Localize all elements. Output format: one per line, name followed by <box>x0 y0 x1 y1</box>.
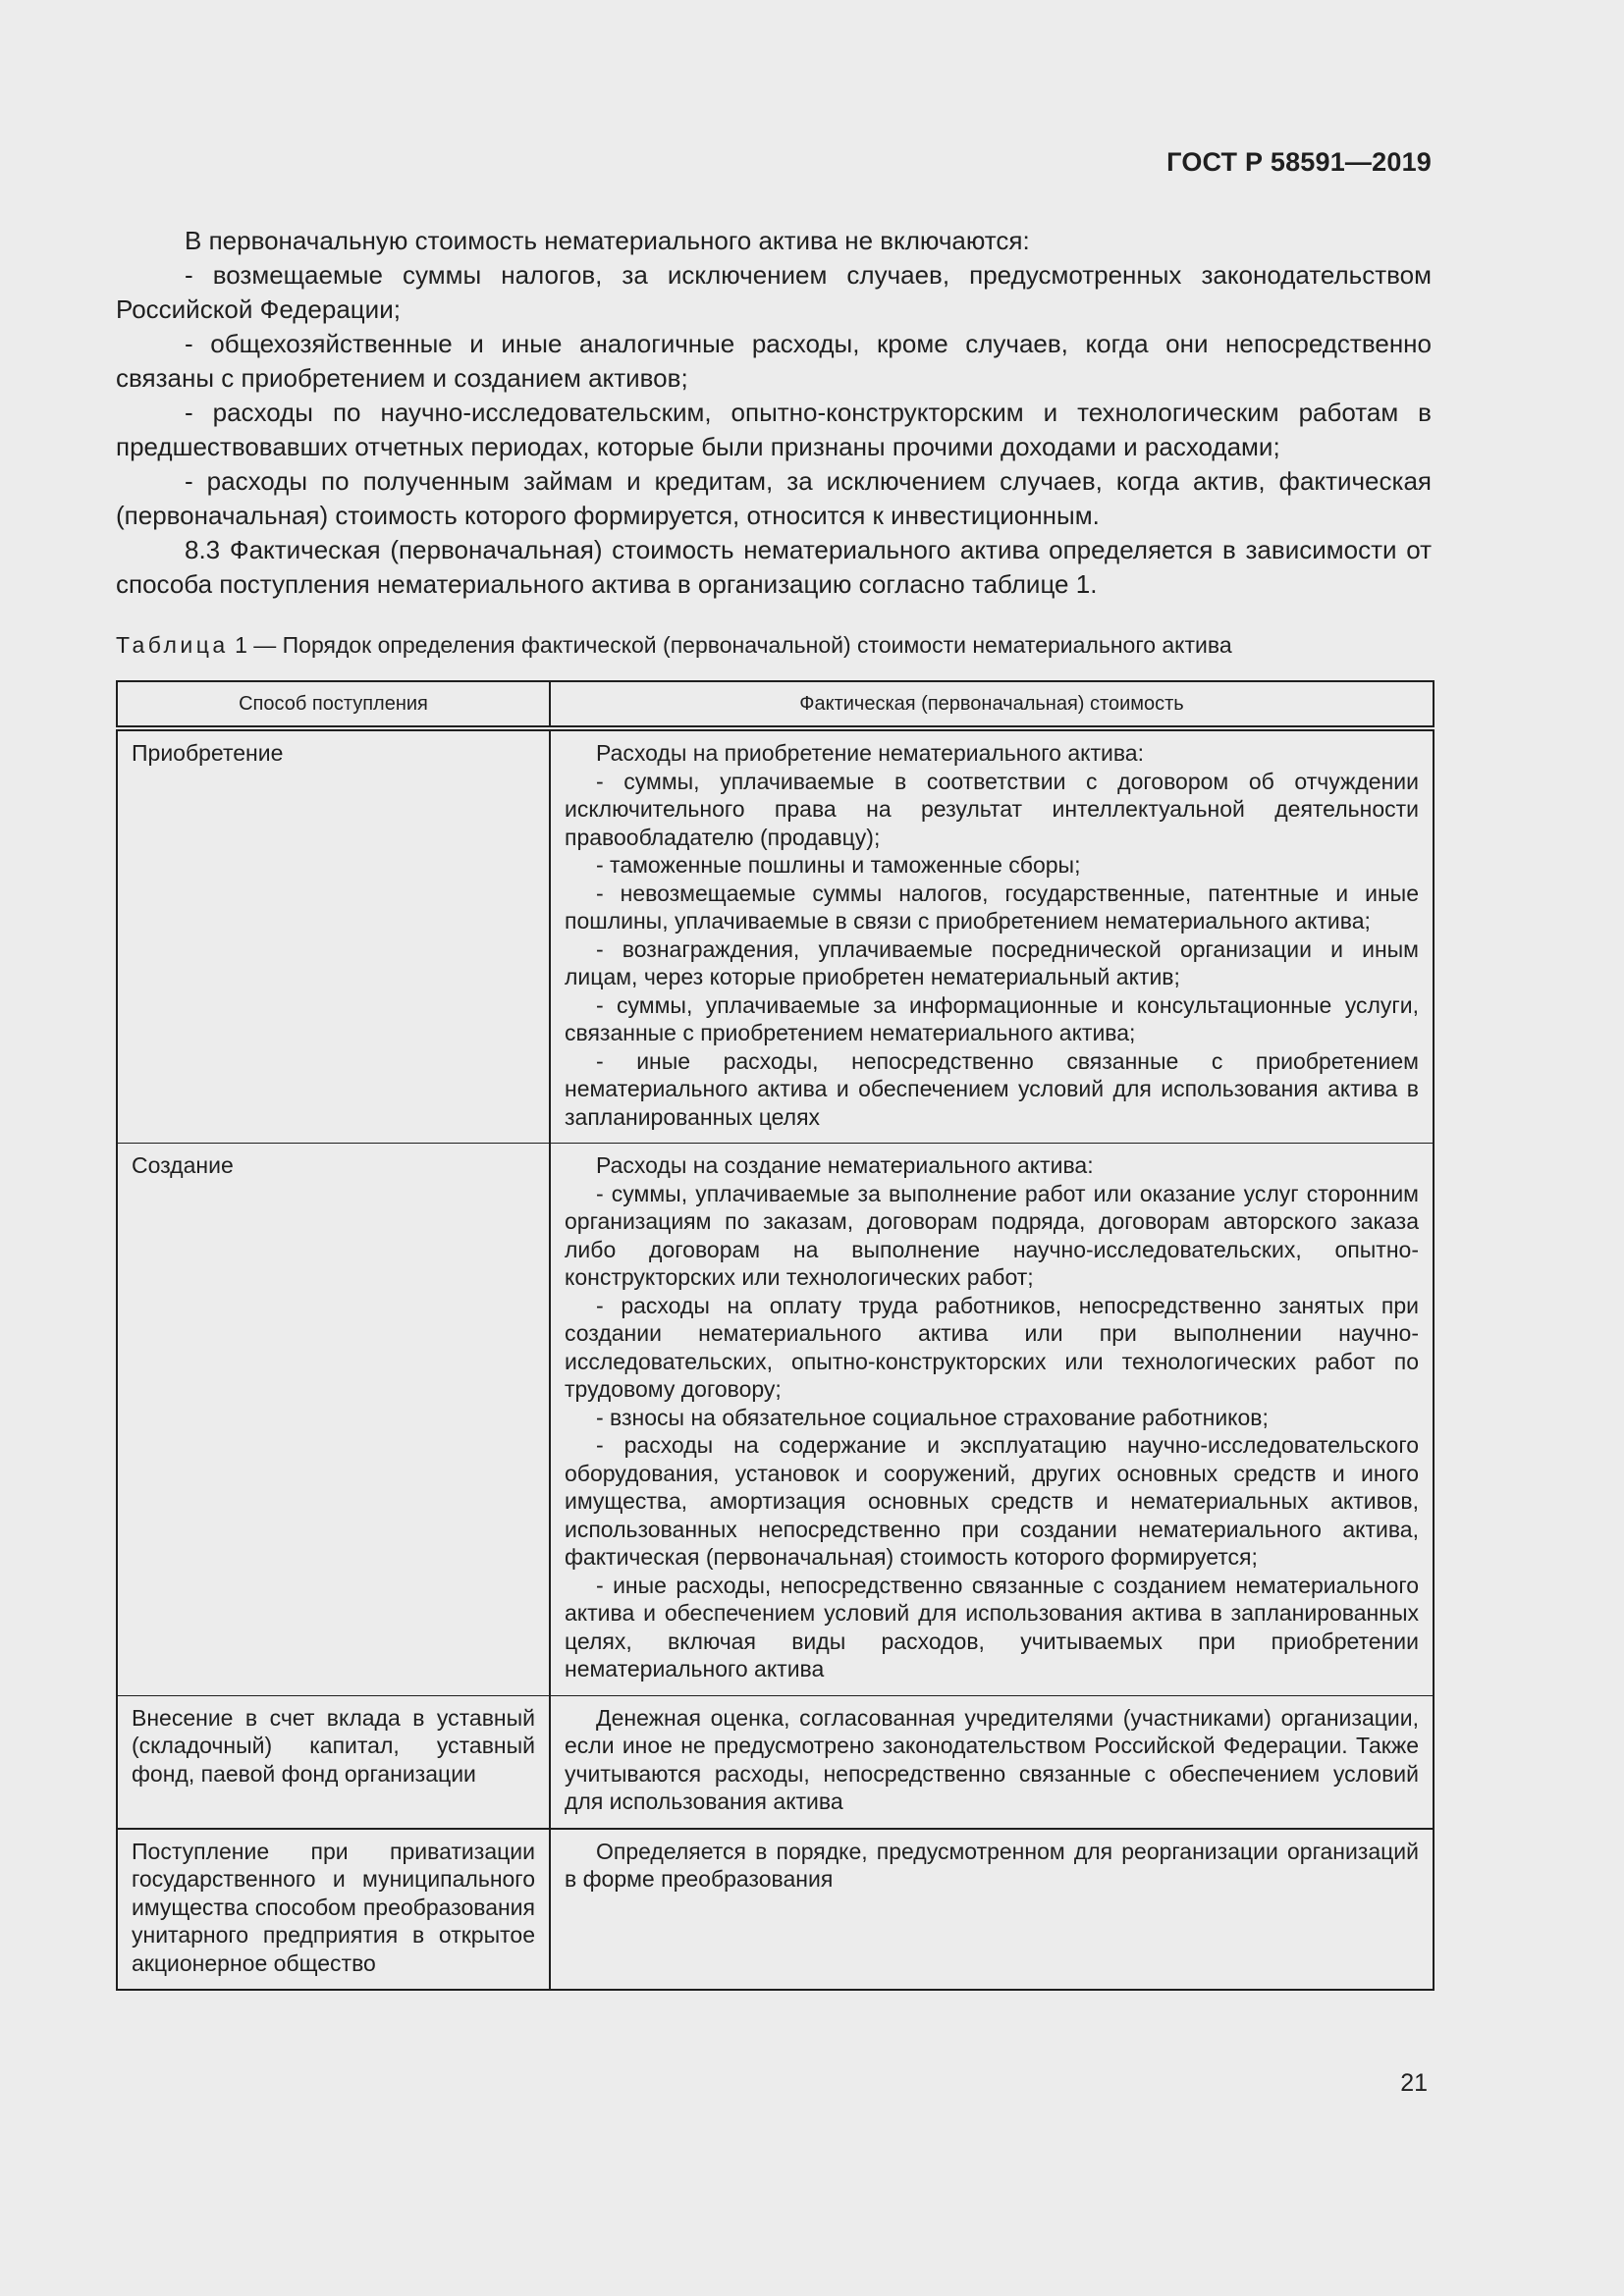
method-text: Создание <box>132 1152 234 1178</box>
table-caption-prefix: Таблица <box>116 632 229 658</box>
column-header-method: Способ поступления <box>117 681 550 728</box>
cost-line: - расходы на содержание и эксплуатацию научно-исследовательского оборудования, установок и сооружений, других основных средств и иного имущества, амортизация основных средств и нематериальных активов, использованных непосредственно при создании нематериального актива, фактическая (первоначальная) стоимость которого формируется; <box>565 1432 1419 1570</box>
method-text: Поступление при приватизации государственного и муниципального имущества способом преобразования унитарного предприятия в открытое акционерное общество <box>132 1838 535 1976</box>
table-header-row <box>117 681 1434 728</box>
cost-line: - суммы, уплачиваемые за информационные и консультационные услуги, связанные с приобретением нематериального актива; <box>565 991 1419 1045</box>
cost-table <box>116 680 1435 1991</box>
method-text: Внесение в счет вклада в уставный (складочный) капитал, уставный фонд, паевой фонд организации <box>132 1704 535 1787</box>
table-row <box>117 1695 1434 1829</box>
cost-line: Денежная оценка, согласованная учредителями (участниками) организации, если иное не предусмотрено законодательством Российской Федерации. Также учитываются расходы, непосредственно связанные с обеспечением условий для использования актива <box>565 1704 1419 1814</box>
cost-line: - взносы на обязательное социальное страхование работников; <box>596 1404 1269 1430</box>
doc-code: ГОСТ Р 58591—2019 <box>1166 147 1432 177</box>
cell-method <box>117 1829 550 1991</box>
cost-line: - невозмещаемые суммы налогов, государственные, патентные и иные пошлины, уплачиваемые в связи с приобретением нематериального актива; <box>565 880 1419 934</box>
cell-method <box>117 1144 550 1696</box>
cost-line: - таможенные пошлины и таможенные сборы; <box>596 852 1081 878</box>
column-header-cost: Фактическая (первоначальная) стоимость <box>550 681 1434 728</box>
cell-method <box>117 1695 550 1829</box>
cell-cost <box>550 728 1434 1144</box>
cost-line: - вознаграждения, уплачиваемые посреднической организации и иным лицам, через которые приобретен нематериальный актив; <box>565 935 1419 989</box>
cost-line: - иные расходы, непосредственно связанные с созданием нематериального актива и обеспечением условий для использования актива в запланированных целях, включая виды расходов, учитываемых при приобретении нематериального актива <box>565 1572 1419 1682</box>
table-row <box>117 728 1434 1144</box>
cell-cost <box>550 1695 1434 1829</box>
paragraph: - общехозяйственные и иные аналогичные расходы, кроме случаев, когда они непосредственно связаны с приобретением и созданием активов; <box>116 329 1432 393</box>
cost-line: Расходы на приобретение нематериального актива: <box>596 740 1144 766</box>
cell-cost <box>550 1144 1434 1696</box>
paragraph: - расходы по полученным займам и кредитам, за исключением случаев, когда актив, фактическая (первоначальная) стоимость которого формируется, относится к инвестиционным. <box>116 466 1432 530</box>
cost-line: Определяется в порядке, предусмотренном для реорганизации организаций в форме преобразования <box>565 1838 1419 1892</box>
table-caption <box>116 629 1432 661</box>
paragraph: - возмещаемые суммы налогов, за исключением случаев, предусмотренных законодательством Российской Федерации; <box>116 260 1432 324</box>
cost-line: - суммы, уплачиваемые за выполнение работ или оказание услуг сторонним организациям по заказам, договорам подряда, договорам авторского заказа либо договорам на выполнение научно-исследовательских, опытно-конструкторских или технологических работ; <box>565 1180 1419 1290</box>
cost-line: Расходы на создание нематериального актива: <box>596 1152 1094 1178</box>
method-text: Приобретение <box>132 740 284 766</box>
table-caption-text: 1 — Порядок определения фактической (первоначальной) стоимости нематериального актива <box>228 632 1232 658</box>
cost-line: - иные расходы, непосредственно связанные с приобретением нематериального актива и обеспечением условий для использования актива в запланированных целях <box>565 1047 1419 1130</box>
table-row <box>117 1829 1434 1991</box>
cell-method <box>117 728 550 1144</box>
paragraph: В первоначальную стоимость нематериального актива не включаются: <box>185 226 1030 255</box>
cell-cost <box>550 1829 1434 1991</box>
paragraph: 8.3 Фактическая (первоначальная) стоимость нематериального актива определяется в зависимости от способа поступления нематериального актива в организацию согласно таблице 1. <box>116 535 1432 599</box>
page-number: 21 <box>1400 2069 1428 2097</box>
cost-line: - расходы на оплату труда работников, непосредственно занятых при создании нематериального актива или при выполнении научно-исследовательских, опытно-конструкторских или технологических работ по трудовому договору; <box>565 1292 1419 1402</box>
paragraph: - расходы по научно-исследовательским, опытно-конструкторским и технологическим работам в предшествовавших отчетных периодах, которые были признаны прочими доходами и расходами; <box>116 398 1432 461</box>
body-text <box>116 224 1432 602</box>
table-row <box>117 1144 1434 1696</box>
cost-line: - суммы, уплачиваемые в соответствии с договором об отчуждении исключительного права на результат интеллектуальной деятельности правообладателю (продавцу); <box>565 768 1419 850</box>
